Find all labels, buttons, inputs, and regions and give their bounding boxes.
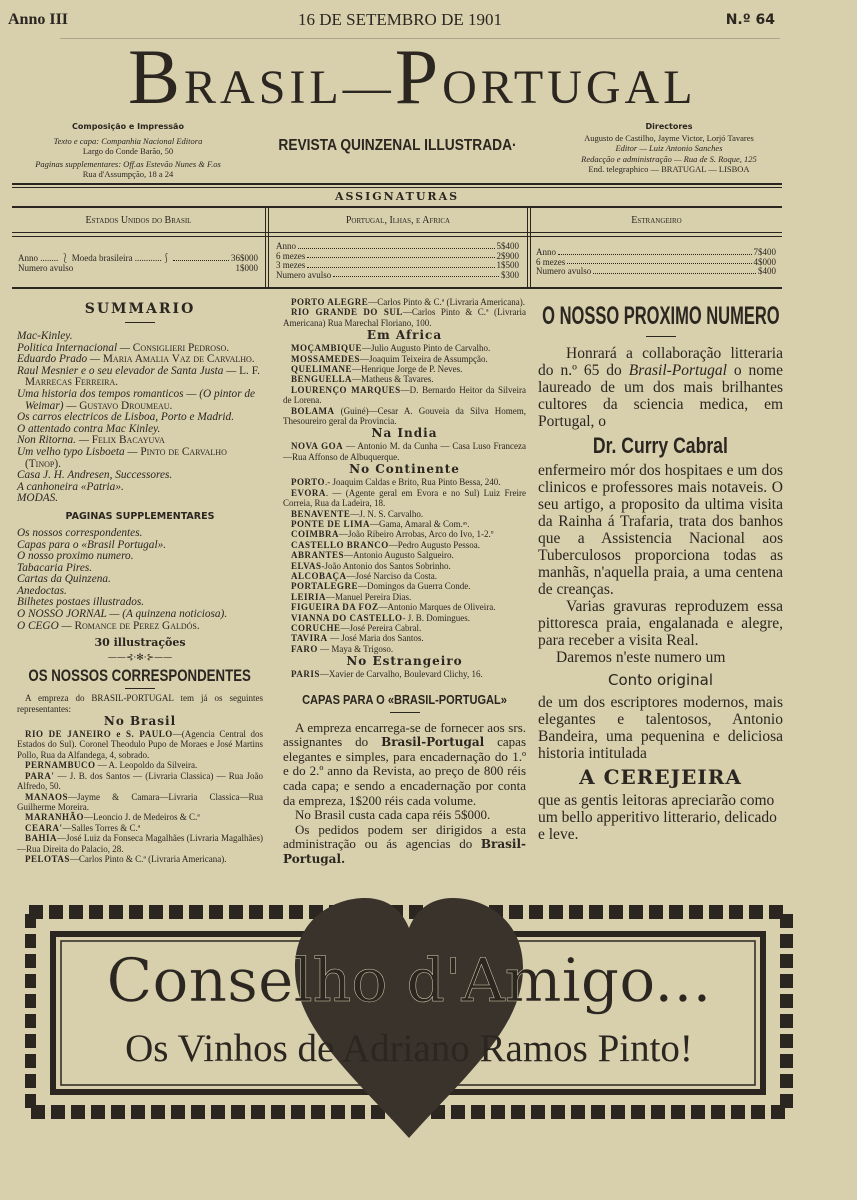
- correspondent-entry: [283, 441, 526, 462]
- correspondent-place: PERNAMBUCO: [25, 760, 96, 771]
- proximo-paragraph: [538, 345, 783, 430]
- left-column: [15, 300, 265, 864]
- correspondent-entry: [283, 385, 526, 406]
- summary-author: L. F. Marrecas Ferreira.: [25, 364, 260, 389]
- sub-label: Anno: [276, 241, 296, 251]
- title-ortugal: ORTUGAL: [442, 61, 697, 114]
- capas-brand: Brasil-Portugal: [381, 735, 485, 750]
- correspondent-details: —J. N. S. Carvalho.: [350, 508, 424, 519]
- correspondent-details: —José Luiz da Fonseca Magalhães (Livraria Magalhães)—Rua Direita do Palacio, 28.: [17, 833, 263, 854]
- correspondent-details: . — (Agente geral em Evora e no Sul) Luiz Freire Correia, Rua da Ladeira, 18.: [283, 487, 526, 509]
- correspondent-details: —Carlos Pinto & C.ª (Livraria Americana).: [368, 297, 525, 307]
- correspondent-details: —Antonio Marques de Oliveira.: [378, 602, 496, 613]
- sub-label: Anno ........ ⎱ Moeda brasileira ............⎰: [18, 253, 171, 263]
- correspondent-entry: [283, 364, 526, 374]
- correspondent-entry: [17, 812, 263, 822]
- summary-title: Casa J. H. Andresen, Successores.: [17, 469, 173, 482]
- summary-title: Uma historia dos tempos romanticos — (O pintor de Weimar) —: [17, 387, 256, 412]
- directors: [555, 122, 783, 175]
- sub-label: 6 mezes: [536, 256, 566, 267]
- title-p: P: [394, 33, 443, 120]
- correspondent-place: PARA': [25, 770, 55, 781]
- correspondent-details: —Antonio Augusto Salgueiro.: [344, 550, 454, 561]
- dot-leader: [298, 242, 495, 249]
- divider: [12, 183, 782, 185]
- correspondent-details: .- Joaquim Caldas e Brito, Rua Pinto Bessa, 240.: [325, 477, 501, 488]
- ad-tagline: Os Vinhos de Adriano Ramos Pinto!: [125, 1027, 693, 1070]
- correspondent-entry: [17, 729, 263, 760]
- correspondent-entry: [17, 823, 263, 833]
- directors-line: Editor — Luiz Antonio Sanches: [615, 143, 723, 153]
- correspondent-details: — Antonio M. da Cunha — Casa Luso Franceza—Rua Affonso de Albuquerque.: [283, 441, 526, 462]
- summary-title: Eduardo Prado —: [17, 353, 103, 366]
- correspondent-entry: [283, 633, 526, 643]
- correspondent-place: MOSSAMEDES: [291, 353, 361, 364]
- subscriptions-title: ASSIGNATURAS: [334, 190, 460, 203]
- sub-price: 36$000: [231, 253, 258, 263]
- credit-line: Rua d'Assumpção, 18 a 24: [82, 169, 174, 179]
- summary-title: MODAS.: [17, 492, 59, 505]
- column-divider: [527, 208, 528, 288]
- correspondent-entry: [283, 644, 526, 654]
- proximo-brand: Brasil-Portugal: [628, 362, 727, 379]
- correspondent-details: —Xavier de Carvalho, Boulevard Clichy, 16.: [319, 669, 483, 680]
- issue-date: 16 DE SETEMBRO DE 1901: [298, 10, 502, 29]
- proximo-paragraph: enfermeiro mór dos hospitaes e um dos clinicos e professores mais notaveis. O seu artigo, a proposito da ultima visita da Rainha á Trafaria, trata dos banhos que a Assistencia Nacional aos Tuberculosos proporciona todas as manhãs, n'aquella praia, a uma centena de creanças.: [538, 462, 783, 598]
- title-dash: —: [342, 61, 395, 114]
- correspondent-details: —Julio Augusto Pinto de Carvalho.: [362, 343, 491, 354]
- sub-table-estrangeiro: [536, 248, 776, 277]
- proximo-title: [538, 300, 783, 332]
- ad-ornamental-border: [25, 888, 793, 1150]
- sub-label: Numero avulso: [536, 266, 592, 276]
- correspondent-entry: [283, 592, 526, 602]
- summary-item: [17, 389, 263, 412]
- sub-col-header: Estrangeiro: [631, 215, 682, 226]
- credit-line: Texto e capa: Companhia Nacional Editora: [53, 135, 203, 146]
- correspondents-title: [15, 666, 265, 686]
- conto-heading: Conto original: [607, 671, 714, 689]
- credit-line: Largo do Conde Barão, 50: [82, 146, 174, 156]
- correspondent-place: CEARA': [25, 822, 63, 833]
- right-column: [538, 300, 783, 843]
- dot-leader: [307, 261, 494, 268]
- correspondent-place: PORTO ALEGRE: [291, 297, 369, 307]
- region-heading: No Estrangeiro: [346, 654, 463, 669]
- sub-price: 2$900: [496, 250, 519, 261]
- correspondent-place: PELOTAS: [25, 853, 70, 864]
- region-heading: Em Africa: [366, 328, 443, 343]
- proximo-text-run: o nome laureado de um dos mais brilhantes cultores da sciencia medica, em Portugal, o: [538, 362, 783, 430]
- region-heading: Na India: [371, 426, 438, 441]
- correspondent-place: ALCOBAÇA: [291, 570, 347, 581]
- correspondent-entry: [283, 297, 526, 307]
- correspondents-list-part1: [15, 693, 265, 864]
- sub-price: 1$000: [235, 262, 258, 273]
- correspondent-entry: [17, 771, 263, 792]
- volume-label: Anno III: [8, 11, 69, 28]
- correspondent-place: CASTELLO BRANCO: [291, 539, 389, 550]
- capas-text-run: A empreza encarrega-se de fornecer aos srs. assignantes do: [283, 719, 526, 750]
- summario-title: SUMMARIO: [84, 301, 196, 317]
- summary-title: Os nossos correspondentes.: [17, 526, 143, 539]
- sub-price: $300: [501, 269, 519, 280]
- correspondent-place: PONTE DE LIMA: [291, 518, 371, 529]
- correspondent-details: — Maya & Trigoso.: [317, 643, 394, 654]
- correspondent-entry: [283, 623, 526, 633]
- correspondent-place: LEIRIA: [291, 591, 327, 602]
- correspondent-place: QUELIMANE: [291, 364, 353, 375]
- capas-paragraph: No Brasil custa cada capa réis 5$000.: [295, 807, 491, 823]
- ornament-divider: ——⊰·✻·⊱——: [107, 653, 173, 664]
- correspondent-place: LOURENÇO MARQUES: [291, 384, 401, 395]
- summary-title: Bilhetes postaes illustrados.: [17, 596, 145, 609]
- sub-row: [276, 252, 519, 262]
- dot-leader: [307, 252, 494, 259]
- correspondent-entry: [283, 509, 526, 519]
- correspondent-entry: [283, 561, 526, 571]
- capas-text-run: Os pedidos podem ser dirigidos a esta administração ou ás agencias do: [283, 821, 526, 852]
- correspondent-place: BENAVENTE: [291, 508, 351, 519]
- summary-title: Politica Internacional —: [17, 341, 133, 354]
- sub-row: [276, 271, 519, 281]
- credit-heading: Composição e Impressão: [72, 122, 184, 131]
- correspondent-details: —Jayme & Camara—Livraria Classica—Rua Guilherme Moreira.: [17, 791, 263, 812]
- sub-row: [276, 242, 519, 252]
- summary-title: O NOSSO JORNAL — (A quinzena noticiosa).: [17, 608, 228, 621]
- summary-title: Tabacaria Pires.: [17, 561, 93, 574]
- summary-title: Anedoctas.: [17, 584, 67, 597]
- supplementary-list: [15, 528, 265, 632]
- capas-text-run: capas elegantes e simples, para encadernação do 1.º e do 2.º anno da Revista, ao preço de 800 réis cada capa; e sendo a encadernação por conta da empreza, 1$200 réis cada volume.: [283, 734, 526, 808]
- dot-leader: [558, 248, 752, 255]
- summary-author: Maria Amalia Vaz de Carvalho.: [102, 353, 255, 366]
- correspondent-place: RIO DE JANEIRO e S. PAULO: [25, 729, 173, 740]
- summary-item: [17, 493, 263, 505]
- correspondent-place: ABRANTES: [291, 550, 345, 561]
- correspondent-entry: [17, 833, 263, 854]
- correspondent-entry: [283, 602, 526, 612]
- dot-leader: [567, 258, 751, 265]
- correspondent-entry: [283, 343, 526, 353]
- title-b: B: [128, 33, 185, 120]
- sub-row: [536, 248, 776, 258]
- summary-item: [17, 621, 263, 633]
- correspondent-entry: [283, 550, 526, 560]
- dot-leader: [593, 267, 756, 274]
- correspondent-details: — J. B. dos Santos — (Livraria Classica) — Rua João Alfredo, 50.: [17, 770, 263, 792]
- divider: [646, 336, 676, 337]
- story-title: A CEREJEIRA: [579, 765, 742, 789]
- proximo-paragraph: de um dos escriptores modernos, mais elegantes e talentosos, Antonio Bandeira, uma pequenina e deliciosa historia intitulada: [538, 694, 783, 762]
- correspondent-entry: [283, 477, 526, 487]
- correspondent-details: (Guiné)—Cesar A. Gouveia da Silva Homem, Thesoureiro geral da Provincia.: [283, 405, 526, 427]
- sub-col-header: Portugal, Ilhas, e Africa: [345, 215, 451, 226]
- correspondent-place: VIANNA DO CASTELLO: [291, 612, 403, 623]
- capas-paragraph: [283, 721, 526, 809]
- illustrations-count: 30 illustrações: [94, 636, 186, 650]
- sub-table-portugal: [276, 242, 519, 280]
- correspondent-place: NOVA GOA: [291, 441, 344, 452]
- summary-item: [17, 447, 263, 470]
- correspondent-place: EVORA: [291, 487, 326, 498]
- correspondent-place: RIO GRANDE DO SUL: [291, 307, 403, 318]
- correspondent-entry: [283, 307, 526, 328]
- summary-title: A canhoneira «Patria».: [17, 480, 124, 493]
- sub-label: 6 mezes: [276, 250, 306, 261]
- sub-label: Numero avulso: [18, 262, 74, 273]
- sub-price: 7$400: [753, 247, 776, 257]
- correspondent-entry: [283, 529, 526, 539]
- proximo-text: [538, 345, 783, 843]
- correspondent-place: PORTALEGRE: [291, 581, 359, 592]
- correspondent-place: BAHIA: [25, 833, 58, 844]
- summary-author: Gustavo Droumeau.: [79, 399, 173, 412]
- summary-author: Felix Bacayuva: [91, 434, 165, 447]
- correspondent-details: —José Pereira Cabral.: [340, 622, 422, 633]
- correspondent-place: PORTO: [291, 477, 326, 488]
- correspondent-entry: [17, 854, 263, 864]
- proximo-title-text: O NOSSO PROXIMO NUMERO: [541, 302, 780, 330]
- correspondent-place: TAVIRA: [291, 633, 328, 644]
- directors-line: Augusto de Castilho, Jayme Victor, Lorjó Tavares: [584, 132, 754, 143]
- summary-title: Um velho typo Lisboeta —: [17, 445, 141, 458]
- correspondent-details: —Matheus & Tavares.: [352, 374, 434, 385]
- correspondent-details: —Carlos Pinto & C.ª (Livraria Americana).: [69, 853, 227, 864]
- correspondent-details: —Domingos da Guerra Conde.: [358, 581, 471, 592]
- masthead-title: [128, 33, 697, 120]
- featured-author: [538, 430, 783, 462]
- correspondents-list-part2: [283, 297, 526, 680]
- sub-row: [18, 264, 258, 274]
- correspondent-entry: [283, 571, 526, 581]
- correspondent-entry: [17, 792, 263, 813]
- sub-label: Anno: [536, 247, 556, 257]
- dot-leader: [173, 254, 229, 261]
- proximo-paragraph: Daremos n'este numero um: [556, 649, 726, 666]
- title-rasil: RASIL: [184, 61, 343, 114]
- correspondent-place: MARANHÃO: [25, 812, 84, 823]
- correspondent-place: ELVAS: [291, 560, 322, 571]
- summary-title: Non Ritorna. —: [17, 434, 92, 447]
- summary-title: Mac-Kinley.: [17, 330, 73, 342]
- featured-author-text: Dr. Curry Cabral: [592, 433, 728, 458]
- sub-label: 3 mezes: [276, 260, 306, 270]
- correspondent-details: -João Antonio dos Santos Sobrinho.: [321, 560, 451, 571]
- issue-number: N.º 64: [725, 12, 775, 28]
- correspondent-entry: [283, 581, 526, 591]
- wine-advertisement: [25, 888, 793, 1150]
- correspondent-place: FIGUEIRA DA FOZ: [291, 602, 379, 613]
- correspondent-details: —João Ribeiro Arrobas, Arco do Ivo, 1-2.º: [339, 529, 494, 540]
- subtitle: [250, 136, 546, 156]
- correspondent-place: CORUCHE: [291, 622, 341, 633]
- correspondent-details: — José Maria dos Santos.: [327, 633, 424, 644]
- correspondent-details: - J. B. Domingues.: [402, 612, 471, 623]
- proximo-text-run: Honrará a collaboração litteraria do n.º 65 do: [538, 345, 783, 379]
- capas-text: [283, 721, 526, 867]
- correspondent-details: —Joaquim Teixeira de Assumpção.: [360, 353, 488, 364]
- summary-item: [17, 366, 263, 389]
- correspondent-entry: [283, 374, 526, 384]
- correspondent-details: —Henrique Jorge de P. Neves.: [352, 364, 463, 375]
- ad-headline: Conselho d'Amigo...: [106, 946, 712, 1016]
- correspondent-details: —D. Bernardo Heitor da Silveira de Lorena.: [283, 384, 527, 406]
- correspondent-details: —Gama, Amaral & Com.ᵃˢ.: [370, 518, 470, 529]
- sub-row: [536, 267, 776, 277]
- summary-title: O nosso proximo numero.: [17, 550, 134, 563]
- heart-icon: [295, 898, 523, 1138]
- column-divider: [265, 208, 266, 288]
- divider: [12, 187, 782, 188]
- capas-title-text: CAPAS PARA O «BRASIL-PORTUGAL»: [302, 691, 507, 707]
- correspondent-place: FARO: [291, 643, 318, 654]
- correspondent-details: —José Narciso da Costa.: [346, 570, 437, 581]
- summary-author: Pinto de Carvalho (Tinop).: [25, 445, 227, 470]
- summario-list: [15, 331, 265, 505]
- dot-leader: [333, 271, 499, 278]
- capas-title: [283, 692, 526, 708]
- divider: [390, 712, 420, 713]
- correspondent-place: COIMBRA: [291, 529, 339, 540]
- correspondent-details: —Manuel Pereira Dias.: [326, 591, 412, 602]
- region-heading: No Continente: [349, 462, 460, 477]
- region-heading: No Brasil: [103, 714, 177, 729]
- summary-title: O CEGO —: [17, 619, 75, 632]
- correspondent-place: BENGUELLA: [291, 374, 353, 385]
- summary-author: Consiglieri Pedroso.: [132, 341, 230, 354]
- summary-author: Romance de Perez Galdós.: [74, 619, 200, 632]
- correspondent-details: —Salles Torres & C.ª: [62, 822, 141, 833]
- printing-credits: [12, 122, 244, 180]
- correspondent-entry: [283, 669, 526, 679]
- summary-title: Os carros electricos de Lisboa, Porto e Madrid.: [17, 411, 235, 424]
- capas-paragraph: [283, 823, 526, 867]
- correspondent-entry: [283, 613, 526, 623]
- directors-line: Redacção e administração — Rua de S. Roque, 125: [581, 153, 757, 164]
- correspondent-details: —Carlos Pinto & C.ª (Livraria Americana) Rua Marechal Floriano, 100.: [283, 307, 526, 328]
- summary-title: Raul Mesnier e o seu elevador de Santa Justa —: [17, 364, 240, 377]
- correspondent-details: — A. Leopoldo da Silveira.: [95, 760, 198, 771]
- divider: [12, 232, 782, 233]
- summary-title: Cartas da Quinzena.: [17, 573, 111, 586]
- correspondent-details: —Leoncio J. de Medeiros & C.ª: [84, 812, 200, 823]
- sub-price: 4$000: [753, 256, 776, 267]
- divider: [125, 322, 155, 323]
- correspondents-title-text: OS NOSSOS CORRESPONDENTES: [28, 666, 252, 686]
- correspondent-entry: [283, 519, 526, 529]
- correspondent-details: —Pedro Augusto Pessoa.: [388, 539, 481, 550]
- correspondent-place: PARIS: [291, 669, 320, 680]
- summary-title: Capas para o «Brasil Portugal».: [17, 538, 167, 551]
- capas-brand: Brasil-Portugal.: [283, 837, 526, 866]
- correspondent-entry: [17, 760, 263, 770]
- sub-price: 5$400: [496, 241, 519, 251]
- correspondent-place: MANAOS: [25, 791, 68, 802]
- correspondent-place: MOÇAMBIQUE: [291, 343, 362, 354]
- sub-table-brasil: [18, 254, 258, 273]
- sub-price: $400: [758, 266, 776, 276]
- credit-line: Paginas supplementares: Off.as Estevão Nunes & F.os: [35, 158, 221, 169]
- subtitle-text: REVISTA QUINZENAL ILLUSTRADA·: [278, 137, 518, 154]
- divider: [125, 688, 155, 689]
- proximo-paragraph: que as gentis leitoras apreciarão como um bello apperitivo litterario, delicado e leve.: [538, 792, 777, 843]
- sub-label: Numero avulso: [276, 269, 332, 280]
- correspondent-entry: [283, 406, 526, 427]
- sub-price: 1$500: [496, 260, 519, 270]
- correspondent-entry: [283, 354, 526, 364]
- divider: [12, 206, 782, 208]
- summary-title: O attentado contra Mac Kinley.: [17, 422, 161, 435]
- divider: [12, 287, 782, 289]
- correspondent-entry: [283, 540, 526, 550]
- directors-heading: Directores: [645, 122, 693, 131]
- middle-column: [283, 297, 526, 867]
- correspondent-place: BOLAMA: [291, 405, 335, 416]
- correspondents-intro: A empreza do BRASIL-PORTUGAL tem já os seguintes representantes:: [17, 693, 263, 714]
- supplementary-title: PAGINAS SUPPLEMENTARES: [65, 510, 215, 522]
- divider: [12, 236, 782, 237]
- proximo-paragraph: Varias gravuras reproduzem essa pittoresca praia, engalanada e alegre, para receber a visita Real.: [538, 598, 783, 649]
- correspondent-details: —(Agencia Central dos Estados do Sul). Coronel Theodulo Pupo de Moraes e José Martins Pollo, Rua da Alfandega, 4, sobrado.: [17, 729, 263, 760]
- directors-line: End. telegraphico — BRATUGAL — LISBOA: [588, 164, 750, 174]
- sub-col-header: Estados Unidos do Brasil: [85, 215, 192, 226]
- correspondent-entry: [283, 488, 526, 509]
